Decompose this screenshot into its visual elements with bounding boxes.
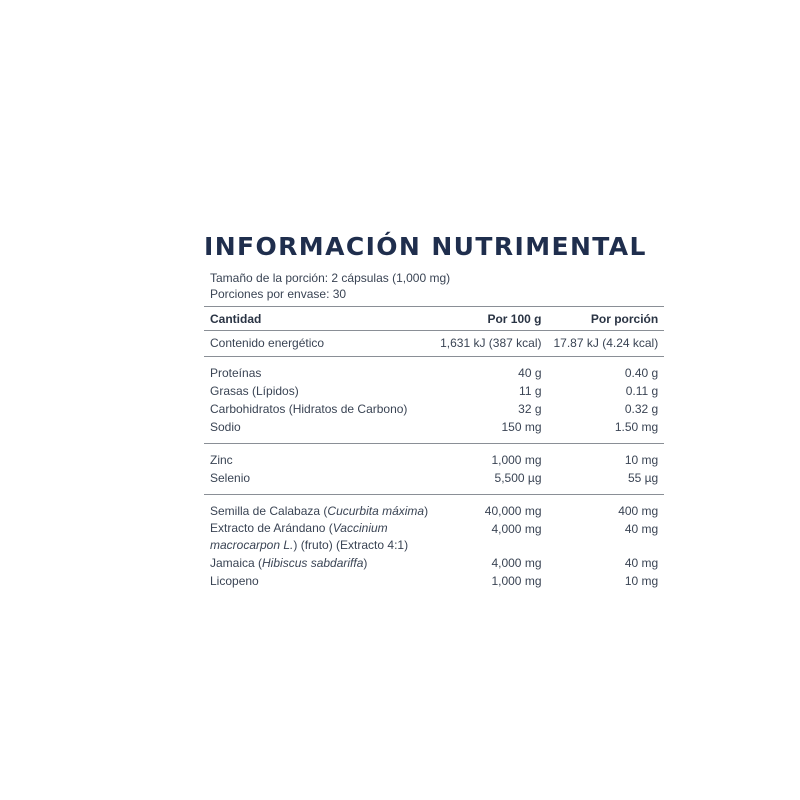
header-per-serving: Por porción xyxy=(548,307,665,331)
mineral-label: Zinc xyxy=(210,453,233,467)
table-row-energy xyxy=(204,331,664,357)
ingredient-label: Jamaica (Hibiscus sabdariffa) xyxy=(210,556,368,570)
table-row xyxy=(204,520,664,554)
header-per-100g: Por 100 g xyxy=(434,307,547,331)
table-row xyxy=(204,418,664,444)
ingredient-label: Semilla de Calabaza (Cucurbita máxima) xyxy=(210,504,429,518)
ingredient-per-serving: 40 mg xyxy=(624,522,659,536)
ingredient-per-serving: 40 mg xyxy=(624,556,659,570)
ingredient-per-100g: 4,000 mg xyxy=(491,556,542,570)
energy-label: Contenido energético xyxy=(204,331,434,357)
mineral-per-100g: 5,500 µg xyxy=(434,469,547,495)
mineral-label: Selenio xyxy=(204,469,434,495)
ingredient-per-100g: 40,000 mg xyxy=(484,504,542,518)
table-row xyxy=(204,469,664,495)
table-row xyxy=(204,382,664,400)
mineral-per-100g: 1,000 mg xyxy=(491,453,542,467)
ingredient-per-serving: 10 mg xyxy=(624,574,659,588)
table-row xyxy=(204,400,664,418)
nutrient-per-100g: 11 g xyxy=(519,384,542,398)
table-row xyxy=(204,357,664,383)
table-header-row xyxy=(204,307,664,331)
table-row xyxy=(204,495,664,521)
nutrient-per-serving: 0.32 g xyxy=(624,402,659,416)
nutrient-per-100g: 32 g xyxy=(518,402,542,416)
nutrient-label: Sodio xyxy=(204,418,434,444)
nutrient-per-100g: 40 g xyxy=(518,366,542,380)
servings-per-container: Porciones por envase: 30 xyxy=(210,287,347,301)
mineral-per-serving: 55 µg xyxy=(548,469,665,495)
nutrition-facts-panel xyxy=(204,232,659,590)
nutrient-per-100g: 150 mg xyxy=(434,418,547,444)
panel-title: INFORMACIÓN NUTRIMENTAL xyxy=(204,232,647,261)
nutrient-label: Carbohidratos (Hidratos de Carbono) xyxy=(210,402,408,416)
nutrition-table xyxy=(204,306,664,590)
ingredient-per-100g: 4,000 mg xyxy=(491,522,542,536)
ingredient-label: Extracto de Arándano (Vaccinium macrocarpon L.) (fruto) (Extracto 4:1) xyxy=(210,521,409,552)
nutrient-label: Grasas (Lípidos) xyxy=(210,384,299,398)
nutrient-per-serving: 0.11 g xyxy=(625,384,659,398)
nutrient-per-serving: 0.40 g xyxy=(624,366,659,380)
energy-per-100g: 1,631 kJ (387 kcal) xyxy=(434,331,547,357)
serving-size: Tamaño de la porción: 2 cápsulas (1,000 mg) xyxy=(210,271,451,285)
energy-per-serving: 17.87 kJ (4.24 kcal) xyxy=(548,331,665,357)
header-amount: Cantidad xyxy=(204,307,434,331)
table-row xyxy=(204,554,664,572)
mineral-per-serving: 10 mg xyxy=(624,453,659,467)
nutrient-label: Proteínas xyxy=(210,366,262,380)
ingredient-per-100g: 1,000 mg xyxy=(491,574,542,588)
ingredient-label: Licopeno xyxy=(210,574,259,588)
table-row xyxy=(204,572,664,590)
table-row xyxy=(204,444,664,470)
ingredient-per-serving: 400 mg xyxy=(618,504,659,518)
nutrient-per-serving: 1.50 mg xyxy=(548,418,665,444)
